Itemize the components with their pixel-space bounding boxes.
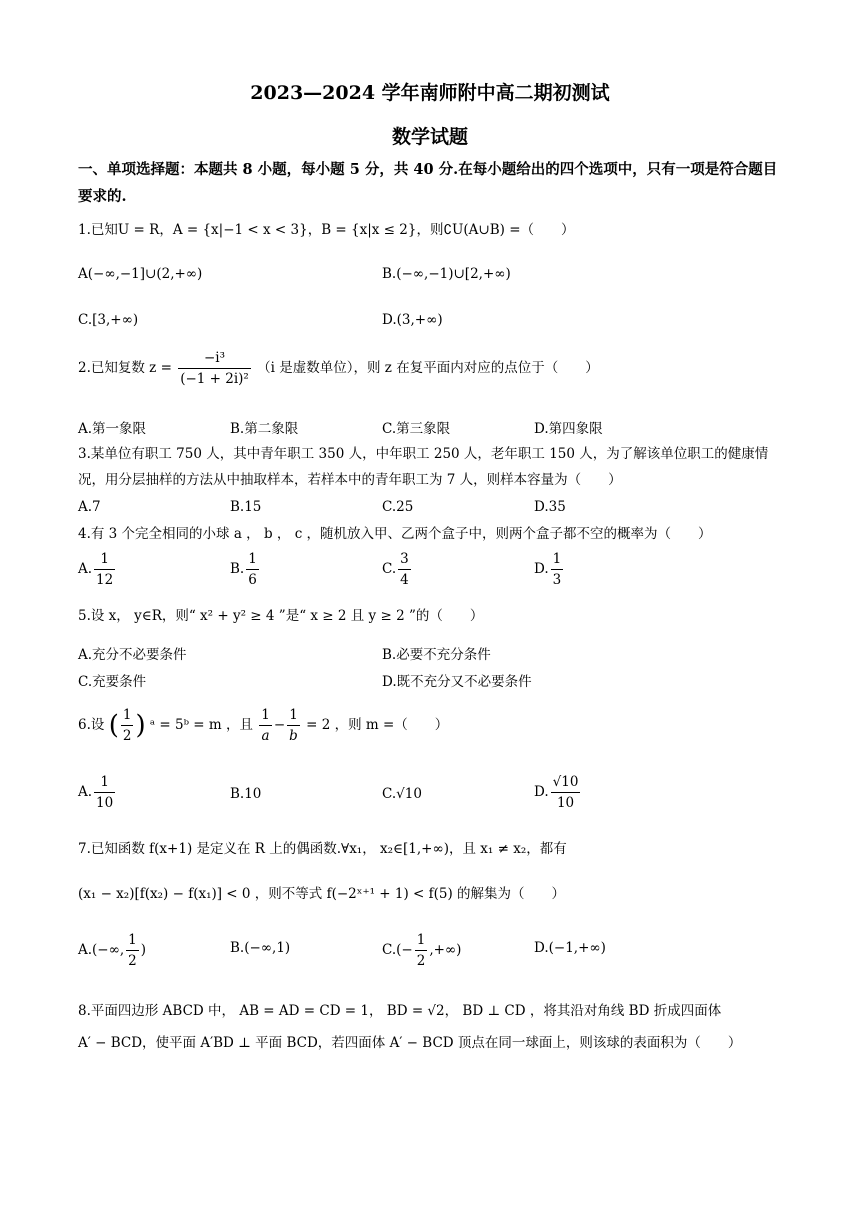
q7-option-b: B.(−∞,1) <box>230 940 291 956</box>
q6-post: = 2 ，则 m =（ ） <box>306 717 449 733</box>
q6-d-num: √10 <box>551 772 581 793</box>
q1-option-a: A(−∞,−1]∪(2,+∞) <box>78 266 203 282</box>
q6-d-prefix: D. <box>534 784 549 800</box>
q4-d-prefix: D. <box>534 561 549 577</box>
q7-c-prefix: C.(− <box>382 942 413 958</box>
question-4: 4.有 3 个完全相同的小球 a ， b ， c ，随机放入甲、乙两个盒子中，则两个盒子都不空的概率为（ ） <box>78 526 712 542</box>
q6-f1-num: 1 <box>259 705 272 726</box>
exam-subtitle: 数学试题 <box>391 126 468 148</box>
q6-f2-num: 1 <box>287 705 300 726</box>
q6-fraction-1 <box>259 705 272 746</box>
q4-c-num: 3 <box>398 549 411 570</box>
q6-paren-close: ) <box>135 710 146 741</box>
q6-pre: 6.设 <box>78 717 105 733</box>
q4-b-den: 6 <box>248 572 257 588</box>
q2-option-c: C.第三象限 <box>382 421 451 437</box>
question-8-line-1: 8.平面四边形 ABCD 中， AB = AD = CD = 1， BD = √2， BD ⊥ CD ，将其沿对角线 BD 折成四面体 <box>78 1003 722 1019</box>
q2-option-d: D.第四象限 <box>534 421 603 437</box>
q7-a-fraction <box>126 930 139 971</box>
q6-option-c: C.√10 <box>382 786 422 802</box>
q6-option-a <box>78 772 117 813</box>
q6-fraction-2 <box>287 705 300 746</box>
q6-f1-den: a <box>261 728 270 744</box>
q4-option-d <box>534 549 565 590</box>
q6-mid: ᵃ = 5ᵇ = m ，且 <box>149 717 253 733</box>
q3-option-d: D.35 <box>534 499 566 515</box>
q4-option-b <box>230 549 261 590</box>
q7-a-den: 2 <box>128 953 137 969</box>
q7-option-a <box>78 930 146 971</box>
q3-option-b: B.15 <box>230 499 262 515</box>
q7-c-den: 2 <box>416 953 426 969</box>
q6-base-fraction <box>121 705 134 746</box>
q7-c-fraction <box>415 930 428 971</box>
question-3: 3.某单位有职工 750 人，其中青年职工 350 人，中年职工 250 人，老年职工 150 人，为了解该单位职工的健康情况，用分层抽样的方法从中抽取样本，若样本中的青年职工为 7 人，则样本容量为（ ） <box>78 446 769 488</box>
q4-c-prefix: C. <box>382 561 397 577</box>
q6-option-b: B.10 <box>230 786 262 802</box>
q6-a-num: 1 <box>94 772 115 793</box>
q7-a-prefix: A.(−∞, <box>78 942 125 958</box>
q6-d-den: 10 <box>556 795 575 811</box>
q7-a-suffix: ) <box>140 942 147 958</box>
q4-a-num: 1 <box>94 549 115 570</box>
question-7-line-1: 7.已知函数 f(x+1) 是定义在 R 上的偶函数.∀x₁， x₂∈[1,+∞)，且 x₁ ≠ x₂，都有 <box>78 841 567 857</box>
q6-base-num: 1 <box>121 705 134 726</box>
q6-base-den: 2 <box>122 728 132 744</box>
question-8-line-2: A′ − BCD，使平面 A′BD ⊥ 平面 BCD，若四面体 A′ − BCD 顶点在同一球面上，则该球的表面积为（ ） <box>78 1035 742 1051</box>
q2-pre: 2.已知复数 z = <box>78 360 172 376</box>
q2-option-a: A.第一象限 <box>78 421 147 437</box>
question-1: 1.已知U = R，A = {x|−1 < x < 3}，B = {x|x ≤ 2}，则∁U(A∪B) =（ ） <box>78 222 575 238</box>
q4-d-den: 3 <box>552 572 562 588</box>
q4-b-prefix: B. <box>230 561 245 577</box>
q4-a-prefix: A. <box>78 561 93 577</box>
q4-b-fraction <box>246 549 259 590</box>
q2-option-b: B.第二象限 <box>230 421 299 437</box>
q6-d-fraction <box>551 772 581 813</box>
q6-option-d <box>534 772 582 813</box>
question-2 <box>78 348 788 389</box>
q5-option-c: C.充要条件 <box>78 674 147 690</box>
q7-option-d: D.(−1,+∞) <box>534 940 606 956</box>
q1-option-c: C.[3,+∞) <box>78 312 139 328</box>
q4-c-den: 4 <box>400 572 409 588</box>
q6-a-prefix: A. <box>78 784 93 800</box>
q2-numerator: −i³ <box>178 348 251 369</box>
q6-a-den: 10 <box>96 795 114 811</box>
q5-option-a: A.充分不必要条件 <box>78 647 187 663</box>
q4-a-den: 12 <box>96 572 114 588</box>
q1-option-b: B.(−∞,−1)∪[2,+∞) <box>382 266 511 282</box>
q6-paren-open: ( <box>108 710 119 741</box>
q4-option-a <box>78 549 117 590</box>
q7-a-num: 1 <box>126 930 139 951</box>
exam-title: 2023—2024 学年南师附中高二期初测试 <box>250 82 610 104</box>
question-7-line-2: (x₁ − x₂)[f(x₂) − f(x₁)] < 0 ，则不等式 f(−2ˣ⁺¹ + 1) < f(5) 的解集为（ ） <box>78 886 566 902</box>
q2-fraction <box>178 348 251 389</box>
q2-post: （i 是虚数单位），则 z 在复平面内对应的点位于（ ） <box>257 360 599 376</box>
q3-option-c: C.25 <box>382 499 414 515</box>
q5-option-b: B.必要不充分条件 <box>382 647 491 663</box>
q4-a-fraction <box>94 549 115 590</box>
q6-minus: − <box>273 717 286 733</box>
q4-option-c <box>382 549 413 590</box>
question-6 <box>78 705 788 746</box>
q4-b-num: 1 <box>246 549 259 570</box>
question-5: 5.设 x， y∈R，则“ x² + y² ≥ 4 ”是“ x ≥ 2 且 y ≥ 2 ”的（ ） <box>78 608 484 624</box>
q4-c-fraction <box>398 549 411 590</box>
q6-a-fraction <box>94 772 115 813</box>
q7-c-num: 1 <box>415 930 428 951</box>
q2-denominator: (−1 + 2i)² <box>180 371 249 387</box>
q3-option-a: A.7 <box>78 499 101 515</box>
q4-d-num: 1 <box>551 549 564 570</box>
q4-d-fraction <box>551 549 564 590</box>
q7-option-c <box>382 930 461 971</box>
q6-f2-den: b <box>289 728 298 744</box>
q1-option-d: D.(3,+∞) <box>382 312 443 328</box>
q5-option-d: D.既不充分又不必要条件 <box>382 674 532 690</box>
section-heading: 一、单项选择题：本题共 8 小题，每小题 5 分，共 40 分.在每小题给出的四个选项中，只有一项是符合题目要求的. <box>78 161 778 205</box>
q7-c-suffix: ,+∞) <box>429 942 462 958</box>
